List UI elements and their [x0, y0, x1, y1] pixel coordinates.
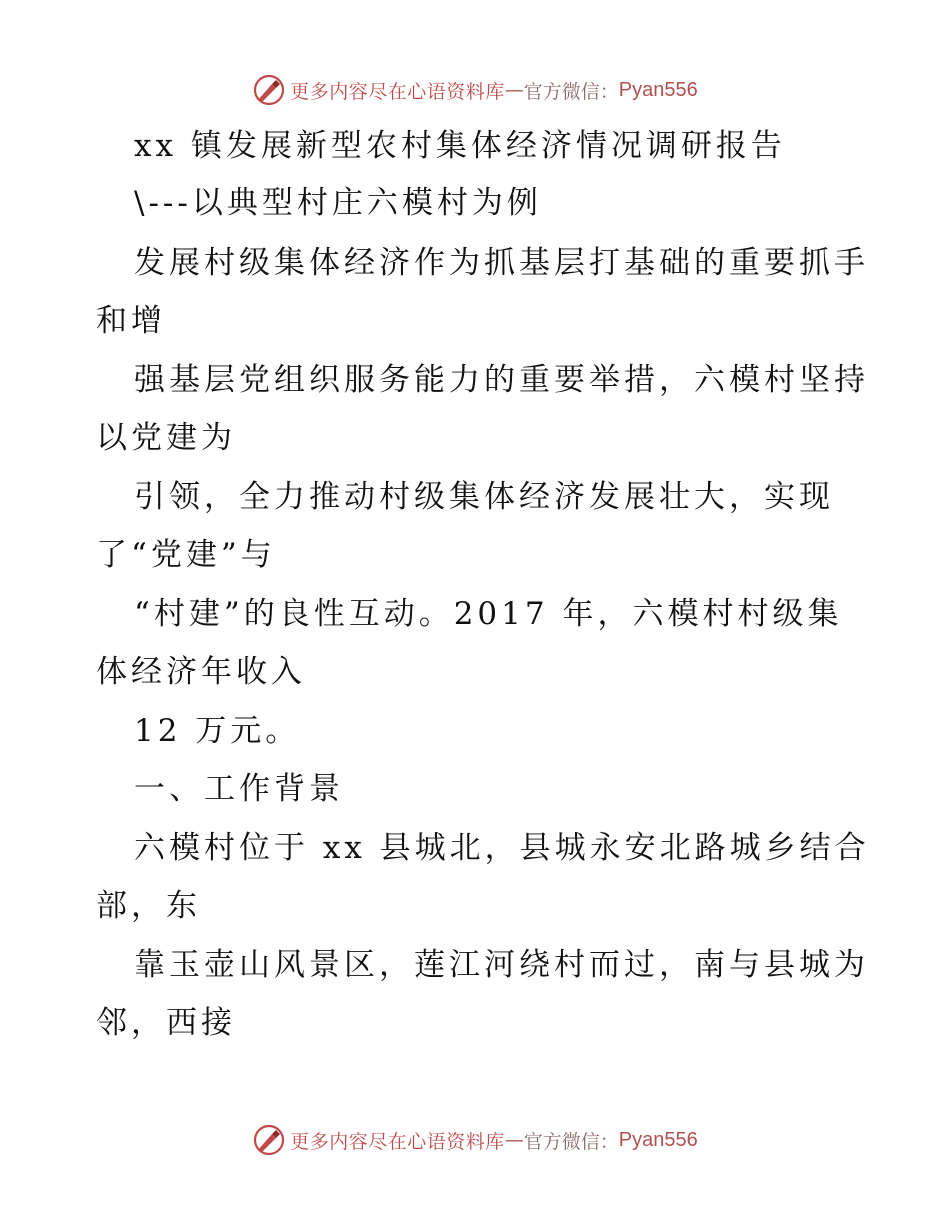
paragraph-line: 以党建为 [96, 420, 236, 456]
banner-dash: — [504, 1129, 524, 1151]
paragraph-line: 了“党建”与 [96, 537, 276, 573]
document-subtitle: \---以典型村庄六模村为例 [134, 185, 542, 221]
paragraph-line: 引领，全力推动村级集体经济发展壮大，实现 [134, 479, 834, 515]
banner-wechat-label: 官方微信： [523, 80, 619, 103]
paragraph-line: 部，东 [96, 888, 201, 924]
pen-logo-icon [252, 1123, 286, 1157]
paragraph-line: 体经济年收入 [96, 654, 306, 690]
header-banner [0, 70, 950, 110]
paragraph-line: 六模村位于 xx 县城北，县城永安北路城乡结合 [134, 830, 870, 866]
footer-banner [0, 1120, 950, 1160]
paragraph-line: “村建”的良性互动。2017 年，六模村村级集 [134, 596, 843, 632]
banner-text: 更多内容尽在心语资料库 [290, 1130, 505, 1153]
pen-logo-icon [252, 73, 286, 107]
banner-text: 更多内容尽在心语资料库 [290, 80, 505, 103]
section-heading: 一、工作背景 [134, 771, 344, 807]
document-title: xx 镇发展新型农村集体经济情况调研报告 [134, 128, 786, 164]
paragraph-line: 和增 [96, 303, 166, 339]
banner-wechat-label: 官方微信： [523, 1130, 619, 1153]
paragraph-line: 邻，西接 [96, 1005, 236, 1041]
paragraph-line: 强基层党组织服务能力的重要举措，六模村坚持 [134, 362, 869, 398]
paragraph-line: 12 万元。 [134, 713, 301, 749]
paragraph-line: 发展村级集体经济作为抓基层打基础的重要抓手 [134, 245, 869, 281]
banner-wechat-id: Pyan556 [618, 78, 698, 101]
banner-wechat-id: Pyan556 [618, 1128, 698, 1151]
paragraph-line: 靠玉壶山风景区，莲江河绕村而过，南与县城为 [134, 947, 869, 983]
banner-dash: — [504, 79, 524, 101]
